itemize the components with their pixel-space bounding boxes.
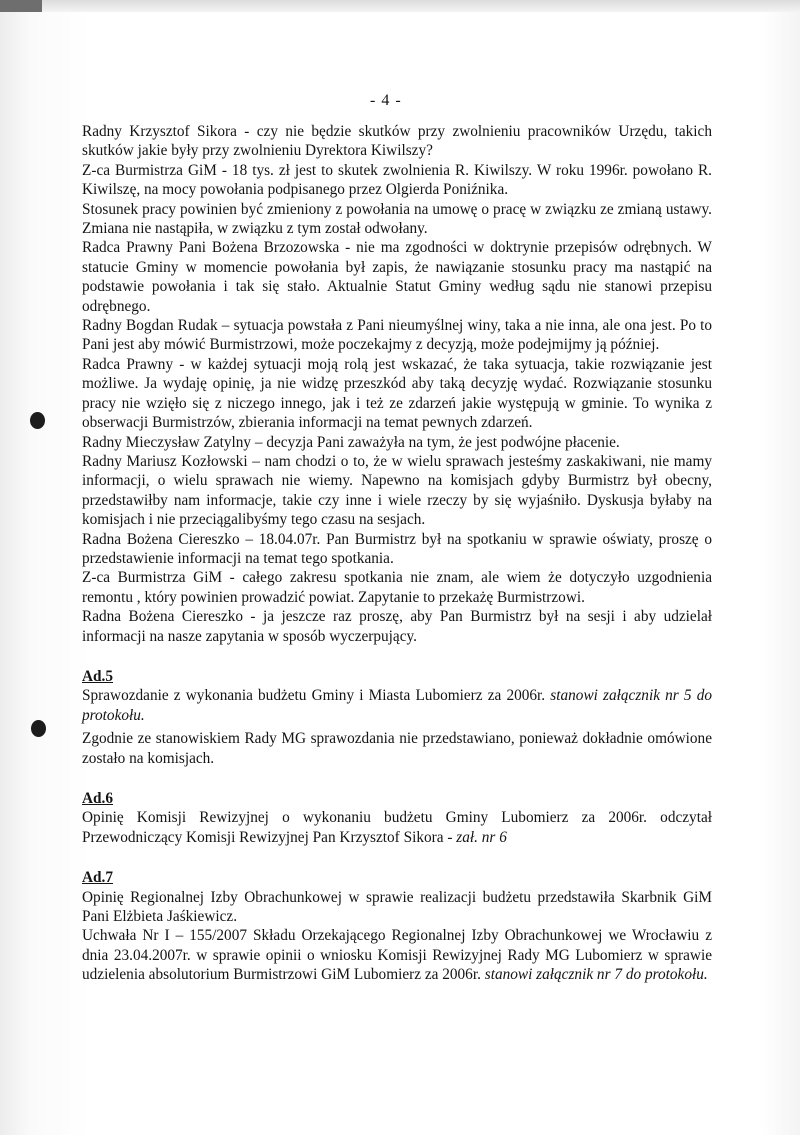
section-heading-ad5: Ad.5 — [82, 667, 114, 685]
page-number: - 4 - — [370, 92, 402, 109]
section-ad7-extra: Uchwała Nr I – 155/2007 Składu Orzekającego Regionalnej Izby Obrachunkowej we Wrocławiu z dnia 23.04.2007r. w sprawie opinii o wniosku Komisji Rewizyjnej Rady MG Lubomierz w sprawie udzielenia absolutorium Burmistrzowi GiM Lubomierz za 2006r. stanowi załącznik nr 7 do protokołu. — [82, 927, 712, 984]
paragraph: Radca Prawny - w każdej sytuacji moją rolą jest wskazać, że taka sytuacja, takie rozwiązanie jest możliwe. Ja wydaję opinię, ja nie widzę przeszkód aby taką decyzję wydać. Rozwiązanie stosunku pracy nie wzięło się z niczego innego, jak i też ze zdarzeń jakie występują w gminie. To wynika z obserwacji Burmistrzów, zbierania informacji na temat pewnych zdarzeń. — [82, 355, 712, 432]
paragraph: Stosunek pracy powinien być zmieniony z powołania na umowę o pracę w związku ze zmianą ustawy. Zmiana nie nastąpiła, w związku z tym został odwołany. — [82, 200, 712, 238]
attachment-note: stanowi załącznik nr 7 do protokołu. — [484, 966, 708, 984]
section-ad5-text: Sprawozdanie z wykonania budżetu Gminy i Miasta Lubomierz za 2006r. stanowi załącznik nr 5 do protokołu. — [82, 687, 713, 724]
section-heading-ad6: Ad.6 — [82, 790, 114, 807]
paragraph: Radna Bożena Ciereszko - ja jeszcze raz proszę, aby Pan Burmistrz był na sesji i aby udzielał informacji na nasze zapytania w sposób wyczerpujący. — [82, 608, 712, 645]
document-body — [82, 122, 712, 985]
attachment-note: stanowi załącznik nr 5 do protokołu. — [82, 687, 713, 724]
punch-hole-2 — [31, 720, 46, 737]
paragraph: Radna Bożena Ciereszko – 18.04.07r. Pan Burmistrz był na spotkaniu w sprawie oświaty, proszę o przedstawienie informacji na temat tego spotkania. — [82, 530, 712, 567]
section-ad7-text: Opinię Regionalnej Izby Obrachunkowej w sprawie realizacji budżetu przedstawiła Skarbnik GiM Pani Elżbieta Jaśkiewicz. — [82, 888, 712, 926]
attachment-note: zał. nr 6 — [456, 828, 507, 846]
section-ad6-text: Opinię Komisji Rewizyjnej o wykonaniu budżetu Gminy Lubomierz za 2006r. odczytał Przewodniczący Komisji Rewizyjnej Pan Krzysztof Sikora - zał. nr 6 — [82, 809, 712, 846]
paragraph: Radny Mariusz Kozłowski – nam chodzi o to, że w wielu sprawach jesteśmy zaskakiwani, nie mamy informacji, o wielu sprawach nie wiemy. Napewno na komisjach gdyby Burmistrz był obecny, przedstawiłby nam informacje, takie czy inne i wiele rzeczy by się wyjaśniło. Dyskusja byłaby na komisjach i nie przeciągalibyśmy tego czasu na sesjach. — [82, 452, 712, 529]
section-ad5-extra: Zgodnie ze stanowiskiem Rady MG sprawozdania nie przedstawiano, ponieważ dokładnie omówione zostało na komisjach. — [82, 730, 712, 767]
punch-hole-1 — [30, 412, 45, 429]
paragraph: Radny Bogdan Rudak – sytuacja powstała z Pani nieumyślnej winy, taka a nie inna, ale ona jest. Po to Pani jest aby mówić Burmistrzowi, może poczekajmy z decyzją, może podejmijmy ją później. — [82, 317, 712, 354]
paragraph: Z-ca Burmistrza GiM - całego zakresu spotkania nie znam, ale wiem że dotyczyło uzgodnienia remontu , który powinien prowadzić powiat. Zapytanie to przekażę Burmistrzowi. — [82, 569, 712, 606]
paragraph: Radca Prawny Pani Bożena Brzozowska - nie ma zgodności w doktrynie przepisów odrębnych. W statucie Gminy w momencie powołania był zapis, że nawiązanie stosunku pracy ma nastąpić na podstawie powołania i tak się stało. Aktualnie Statut Gminy według sądu nie stanowi przepisu odrębnego. — [82, 239, 712, 315]
scan-top-edge — [0, 0, 800, 12]
paragraph: Z-ca Burmistrza GiM - 18 tys. zł jest to skutek zwolnienia R. Kiwilszy. W roku 1996r. powołano R. Kiwilszę, na mocy powołania podpisanego przez Olgierda Poniźnika. — [82, 161, 712, 199]
paragraph: Radny Krzysztof Sikora - czy nie będzie skutków przy zwolnieniu pracowników Urzędu, takich skutków jakie były przy zwolnieniu Dyrektora Kiwilszy? — [82, 123, 712, 160]
paragraph: Radny Mieczysław Zatylny – decyzja Pani zaważyła na tym, że jest podwójne płacenie. — [82, 433, 620, 451]
section-heading-ad7: Ad.7 — [82, 869, 114, 887]
